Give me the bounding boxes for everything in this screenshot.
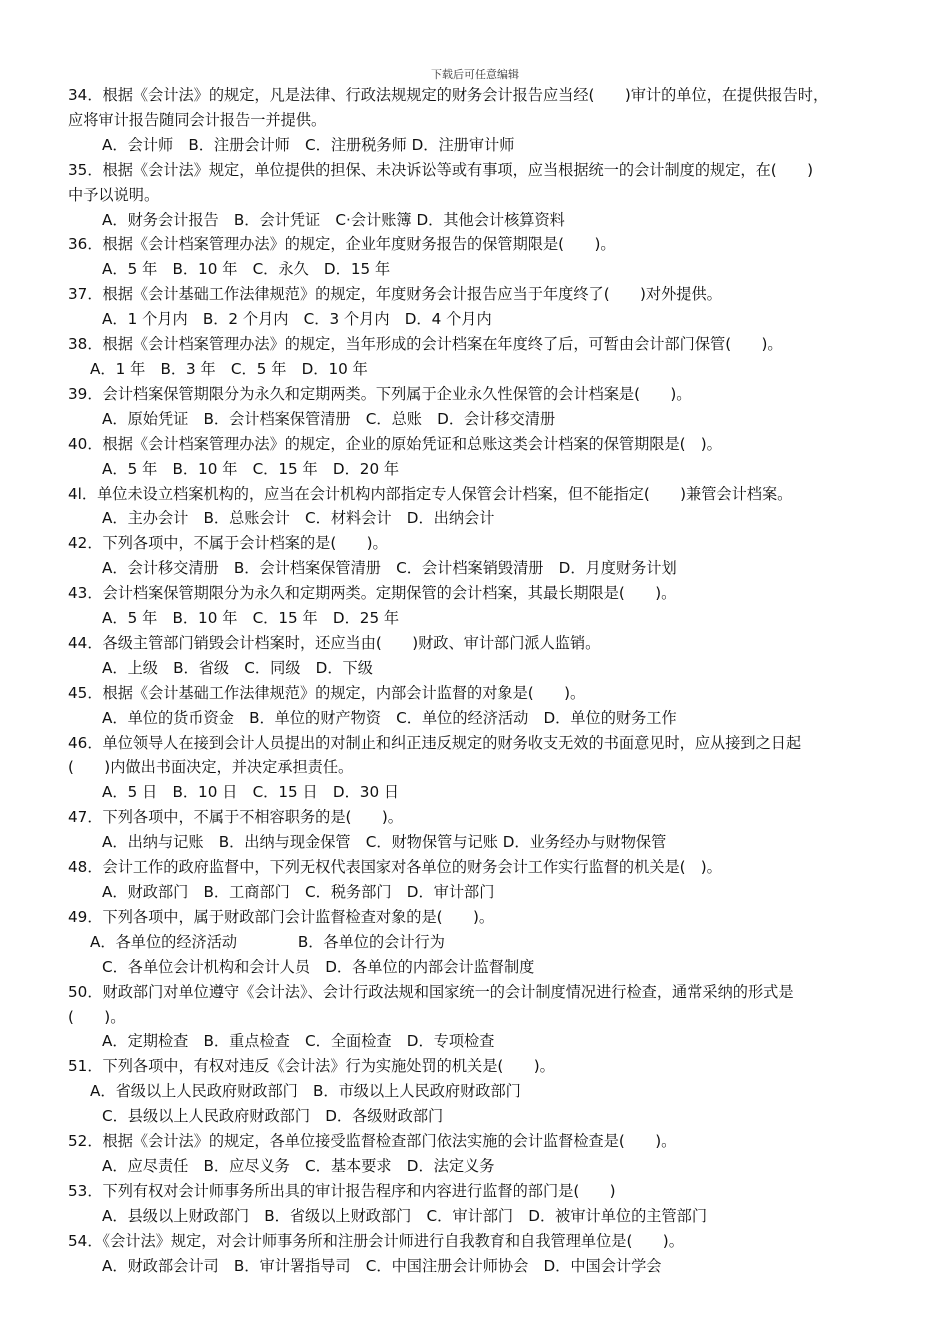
question-text: 37．根据《会计基础工作法律规范》的规定，年度财务会计报告应当于年度终了( )对外提供。 — [68, 285, 722, 304]
question-text: 39．会计档案保管期限分为永久和定期两类。下列属于企业永久性保管的会计档案是( )。 — [68, 384, 692, 403]
question-text: 51．下列各项中，有权对违反《会计法》行为实施处罚的机关是( )。 — [68, 1057, 555, 1076]
question-text: 42．下列各项中，不属于会计档案的是( )。 — [68, 534, 388, 553]
question-text: 44．各级主管部门销毁会计档案时，还应当由( )财政、审计部门派人监销。 — [68, 633, 601, 652]
answer-options: A．1 个月内 B．2 个月内 C．3 个月内 D．4 个月内 — [102, 310, 492, 329]
answer-options: A．单位的货币资金 B．单位的财产物资 C．单位的经济活动 D．单位的财务工作 — [102, 708, 677, 727]
answer-options: A．上级 B．省级 C．同级 D．下级 — [102, 658, 373, 677]
question-text: 52．根据《会计法》的规定，各单位接受监督检查部门依法实施的会计监督检查是( )。 — [68, 1132, 677, 1151]
question-text: 48．会计工作的政府监督中，下列无权代表国家对各单位的财务会计工作实行监督的机关是( )。 — [68, 858, 722, 877]
question-text: 53．下列有权对会计师事务所出具的审计报告程序和内容进行监督的部门是( ) — [68, 1181, 616, 1200]
answer-options: A．财政部门 B．工商部门 C．税务部门 D．审计部门 — [102, 883, 495, 901]
question-text: 中予以说明。 — [68, 185, 160, 204]
answer-options: A．会计移交清册 B．会计档案保管清册 C．会计档案销毁清册 D．月度财务计划 — [102, 559, 677, 578]
answer-options: A．县级以上财政部门 B．省级以上财政部门 C．审计部门 D．被审计单位的主管部门 — [102, 1206, 708, 1225]
question-text: 46．单位领导人在接到会计人员提出的对制止和纠正违反规定的财务收支无效的书面意见时，应从接到之日起 — [68, 733, 802, 752]
answer-options: C．县级以上人民政府财政部门 D．各级财政部门 — [102, 1107, 444, 1126]
question-text: 49．下列各项中，属于财政部门会计监督检查对象的是( )。 — [68, 907, 495, 926]
answer-options: A．定期检查 B．重点检查 C．全面检查 D．专项检查 — [102, 1032, 495, 1051]
question-text: 36．根据《会计档案管理办法》的规定，企业年度财务报告的保管期限是( )。 — [68, 235, 616, 254]
question-text: 应将审计报告随同会计报告一并提供。 — [68, 110, 327, 129]
question-text: 54．《会计法》规定，对会计师事务所和注册会计师进行自我教育和自我管理单位是( )。 — [68, 1231, 684, 1250]
answer-options: A．5 年 B．10 年 C．永久 D．15 年 — [102, 260, 391, 279]
question-list — [68, 83, 890, 1279]
question-text: 45．根据《会计基础工作法律规范》的规定，内部会计监督的对象是( )。 — [68, 683, 586, 702]
answer-options: A．5 年 B．10 年 C．15 年 D．25 年 — [102, 609, 400, 628]
answer-options: A．5 年 B．10 年 C．15 年 D．20 年 — [102, 459, 400, 478]
question-text: 40．根据《会计档案管理办法》的规定，企业的原始凭证和总账这类会计档案的保管期限是( )。 — [68, 434, 722, 453]
answer-options: A．财务会计报告 B．会计凭证 C·会计账簿 D．其他会计核算资料 — [102, 210, 565, 229]
answer-options: A．出纳与记账 B．出纳与现金保管 C．财物保管与记账 D．业务经办与财物保管 — [102, 833, 667, 852]
answer-options: A．主办会计 B．总账会计 C．材料会计 D．出纳会计 — [102, 509, 495, 528]
answer-options: A．会计师 B．注册会计师 C．注册税务师 D．注册审计师 — [102, 135, 515, 154]
answer-options: C．各单位会计机构和会计人员 D．各单位的内部会计监督制度 — [102, 957, 535, 976]
answer-options: A．应尽责任 B．应尽义务 C．基本要求 D．法定义务 — [102, 1156, 495, 1175]
question-text: ( )内做出书面决定，并决定承担责任。 — [68, 758, 354, 777]
page-header: 下载后可任意编辑 — [431, 68, 519, 81]
question-text: 35．根据《会计法》规定，单位提供的担保、未决诉讼等或有事项，应当根据统一的会计制度的规定，在( ) — [68, 160, 813, 179]
question-text: 4l．单位未设立档案机构的，应当在会计机构内部指定专人保管会计档案，但不能指定( )兼管会计档案。 — [68, 484, 793, 503]
answer-options: A．原始凭证 B．会计档案保管清册 C．总账 D．会计移交清册 — [102, 409, 556, 428]
question-text: 43．会计档案保管期限分为永久和定期两类。定期保管的会计档案，其最长期限是( )。 — [68, 584, 677, 603]
question-text: 50．财政部门对单位遵守《会计法》、会计行政法规和国家统一的会计制度情况进行检查，通常采纳的形式是 — [68, 982, 794, 1001]
answer-options: A．1 年 B．3 年 C．5 年 D．10 年 — [90, 359, 368, 378]
question-text: 47．下列各项中，不属于不相容职务的是( )。 — [68, 808, 403, 827]
question-text: 38．根据《会计档案管理办法》的规定，当年形成的会计档案在年度终了后，可暂由会计部门保管( )。 — [68, 335, 783, 354]
answer-options: A．财政部会计司 B．审计署指导司 C．中国注册会计师协会 D．中国会计学会 — [102, 1256, 662, 1275]
question-text: ( )。 — [68, 1007, 126, 1026]
answer-options: A．各单位的经济活动 B．各单位的会计行为 — [90, 932, 445, 951]
answer-options: A．5 日 B．10 日 C．15 日 D．30 日 — [102, 783, 400, 802]
answer-options: A．省级以上人民政府财政部门 B．市级以上人民政府财政部门 — [90, 1082, 521, 1101]
question-text: 34．根据《会计法》的规定，凡是法律、行政法规规定的财务会计报告应当经( )审计的单位，在提供报告时， — [68, 86, 829, 104]
